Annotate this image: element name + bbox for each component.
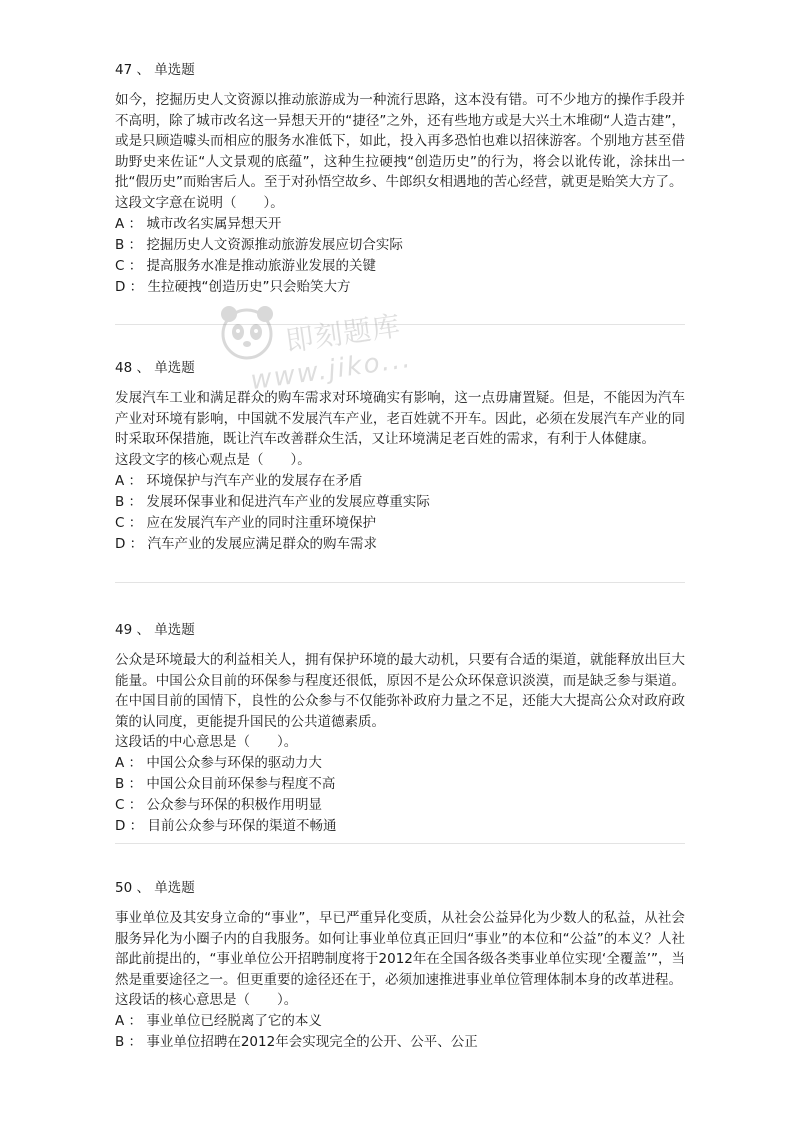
- option-a[interactable]: A ： 城市改名实属异想天开: [115, 215, 282, 232]
- question-prompt: 这段文字意在说明（ ）。: [115, 194, 284, 211]
- option-d[interactable]: D ： 目前公众参与环保的渠道不畅通: [115, 818, 337, 834]
- question-49: [115, 620, 685, 837]
- question-header: 49 、 单选题: [115, 622, 195, 638]
- question-prompt: 这段话的核心意思是（ ）。: [115, 992, 298, 1008]
- question-body: 如今，挖掘历史人文资源以推动旅游成为一种流行思路，这本没有错。可不少地方的操作手段并不高明，除了城市改名这一异想天开的“捷径”之外，还有些地方或是大兴土木堆砌“人造古建”，或是只顾造噱头而相应的服务水准低下，如此，投入再多恐怕也难以招徕游客。个别地方甚至借助野史来佐证“人文景观的底蕴”，这种生拉硬拽“创造历史”的行为，将会以讹传讹，涂抹出一批“假历史”而贻害后人。至于对孙悟空故乡、牛郎织女相遇地的苦心经营，就更是贻笑大方了。: [115, 92, 685, 190]
- option-c[interactable]: C ： 提高服务水准是推动旅游业发展的关键: [115, 257, 377, 274]
- question-divider: [115, 324, 685, 325]
- option-d[interactable]: D ： 生拉硬拽“创造历史”只会贻笑大方: [115, 278, 351, 295]
- option-a[interactable]: A ： 中国公众参与环保的驱动力大: [115, 755, 322, 771]
- question-header: 48 、 单选题: [115, 360, 195, 376]
- question-divider: [115, 582, 685, 583]
- option-b[interactable]: B ： 发展环保事业和促进汽车产业的发展应尊重实际: [115, 493, 430, 510]
- question-body: 事业单位及其安身立命的“事业”，早已严重异化变质，从社会公益异化为少数人的私益，从社会服务异化为小圈子内的自我服务。如何让事业单位真正回归“事业”的本位和“公益”的本义？人社部此前提出的，“事业单位公开招聘制度将于2012年在全国各级各类事业单位实现‘全覆盖’”，当然是重要途径之一。但更重要的途径还在于，必须加速推进事业单位管理体制本身的改革进程。: [115, 910, 685, 988]
- option-b[interactable]: B ： 中国公众目前环保参与程度不高: [115, 776, 336, 792]
- option-c[interactable]: C ： 公众参与环保的积极作用明显: [115, 797, 323, 813]
- question-48: [115, 358, 685, 555]
- option-a[interactable]: A ： 环境保护与汽车产业的发展存在矛盾: [115, 472, 363, 489]
- question-divider: [115, 843, 685, 844]
- option-a[interactable]: A ： 事业单位已经脱离了它的本义: [115, 1013, 322, 1029]
- watermark-url: www.jiko...: [248, 343, 414, 397]
- question-prompt: 这段文字的核心观点是（ ）。: [115, 451, 311, 468]
- option-c[interactable]: C ： 应在发展汽车产业的同时注重环境保护: [115, 514, 377, 531]
- option-b[interactable]: B ： 挖掘历史人文资源推动旅游发展应切合实际: [115, 236, 403, 253]
- question-body: 公众是环境最大的利益相关人，拥有保护环境的最大动机，只要有合适的渠道，就能释放出巨大能量。中国公众目前的环保参与程度还很低，原因不是公众环保意识淡漠，而是缺乏参与渠道。在中国目前的国情下，良性的公众参与不仅能弥补政府力量之不足，还能大大提高公众对政府政策的认同度，更能提升国民的公共道德素质。: [115, 652, 685, 730]
- watermark-brand: 即刻题库: [283, 309, 403, 358]
- question-header: 47 、 单选题: [115, 62, 195, 78]
- option-b[interactable]: B ： 事业单位招聘在2012年会实现完全的公开、公平、公正: [115, 1034, 478, 1050]
- option-d[interactable]: D ： 汽车产业的发展应满足群众的购车需求: [115, 535, 377, 552]
- question-prompt: 这段话的中心意思是（ ）。: [115, 734, 298, 750]
- question-body: 发展汽车工业和满足群众的购车需求对环境确实有影响，这一点毋庸置疑。但是，不能因为汽车产业对环境有影响，中国就不发展汽车产业，老百姓就不开车。因此，必须在发展汽车产业的同时采取环保措施，既让汽车改善群众生活，又让环境满足老百姓的需求，有利于人体健康。: [115, 390, 685, 447]
- question-header: 50 、 单选题: [115, 880, 195, 896]
- question-47: [115, 60, 685, 298]
- question-50: [115, 878, 685, 1053]
- panda-logo-icon: [215, 300, 279, 364]
